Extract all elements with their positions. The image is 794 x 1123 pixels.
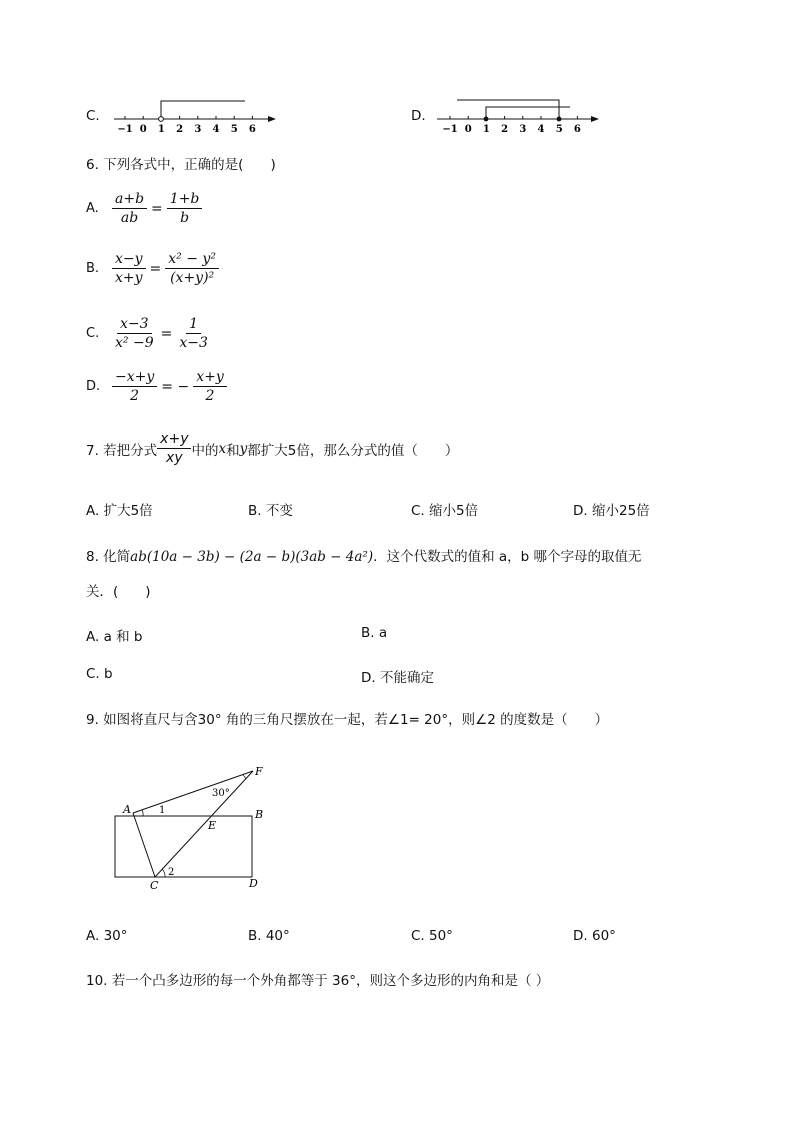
q5-d-tick-label: −1 — [442, 124, 458, 135]
q7-option-b: B. 不变 — [248, 503, 293, 519]
q5-option-d-number-line — [433, 94, 608, 138]
q6-b-label: B. — [86, 261, 100, 276]
q9-option-a: A. 30° — [86, 928, 128, 944]
q6-a-label: A. — [86, 201, 99, 216]
q5-d-tick-label: 5 — [555, 124, 563, 135]
q6-a-rhs-den: b — [180, 210, 190, 226]
triangle-side-af — [133, 771, 253, 813]
q6-d-rhs-num: x+y — [193, 368, 227, 387]
q6-c-rhs — [176, 315, 211, 352]
q6-b-rhs-num: x² − y² — [165, 250, 219, 269]
q6-c-lhs-num: x−3 — [117, 315, 152, 334]
label-angle-1: 1 — [159, 805, 166, 816]
q6-option-a: A. $\frac{a+b}{ab}$ = $\frac{1+b}{b}$ — [86, 190, 202, 227]
q8-stem-line2: 关．( ) — [86, 584, 151, 600]
q5-d-tick-label: 0 — [464, 124, 472, 135]
q7-stem-pre: 7. 若把分式 — [86, 442, 158, 459]
q6-c-rhs-den: x−3 — [179, 335, 208, 351]
q5-d-tick-label: 6 — [573, 124, 581, 135]
q7-fraction — [157, 430, 191, 467]
triangle-side-ac — [133, 813, 155, 877]
q9-option-d: D. 60° — [573, 928, 616, 944]
q9-option-b: B. 40° — [248, 928, 290, 944]
q7-stem-mid2: 和 — [226, 442, 240, 459]
q7-option-c: C. 缩小5倍 — [411, 503, 479, 519]
q7-option-a: A. 扩大5倍 — [86, 503, 153, 519]
q5-d-tick-label: 1 — [482, 124, 490, 135]
label-c: C — [150, 879, 159, 892]
q9-figure — [105, 760, 275, 895]
q7-stem — [86, 430, 458, 467]
q6-a-rhs — [167, 190, 203, 227]
q6-d-lhs — [112, 368, 157, 405]
q6-b-rhs — [165, 250, 219, 287]
label-b: B — [255, 808, 264, 821]
triangle-side-cf — [155, 771, 253, 877]
q6-option-d — [86, 368, 227, 405]
q6-a-lhs — [112, 190, 147, 227]
q6-d-lhs-den: 2 — [130, 388, 140, 404]
q6-option-c: C. $\frac{x-3}{\text{x² −9}}$ = $\frac{1}{x-3}$ — [86, 315, 211, 352]
q6-d-sign: = − — [161, 378, 190, 395]
q8-option-b: B. a — [361, 625, 388, 641]
q5-option-c-label: C. — [86, 108, 100, 124]
q6-b-lhs-num: x−y — [112, 250, 146, 269]
q8-stem-pre: 8. 化简 — [86, 549, 131, 565]
q8-option-c: C. b — [86, 666, 113, 682]
q5-c-tick-label: 5 — [230, 124, 238, 135]
q6-a-lhs-den: ab — [120, 210, 139, 226]
label-e: E — [208, 819, 217, 832]
q7-stem-post: 都扩大5倍，那么分式的值（ ） — [247, 442, 459, 459]
q5-d-tick-label: 2 — [501, 124, 509, 135]
q5-d-tick-label: 3 — [519, 124, 527, 135]
angle-30-arc — [243, 775, 246, 779]
q5-d-tick-label: 4 — [537, 124, 545, 135]
q6-a-rhs-num: 1+b — [167, 190, 203, 209]
q6-d-lhs-num: −x+y — [112, 368, 157, 387]
q5-option-c-number-line — [110, 94, 280, 138]
q5-c-tick-label: 4 — [212, 124, 220, 135]
q6-b-lhs — [112, 250, 146, 287]
q6-d-rhs-den: 2 — [205, 388, 215, 404]
q6-a-lhs-num: a+b — [112, 190, 147, 209]
label-angle-2: 2 — [168, 867, 175, 878]
q9-option-c: C. 50° — [411, 928, 453, 944]
angle-2-arc — [162, 869, 165, 877]
angle-1-arc — [142, 810, 143, 816]
q8-option-a: A. a 和 b — [86, 629, 143, 645]
q5-c-tick-label: 2 — [176, 124, 184, 135]
q8-stem — [86, 545, 642, 565]
q5-c-tick-label: 1 — [157, 124, 165, 135]
q8-option-d: D. 不能确定 — [361, 670, 434, 686]
q10-stem: 10. 若一个凸多边形的每一个外角都等于 36°，则这个多边形的内角和是（ ） — [86, 973, 550, 989]
q6-c-lhs — [112, 315, 157, 352]
q5-c-tick-label: 3 — [194, 124, 202, 135]
q6-b-rhs-den: (x+y)² — [170, 270, 215, 286]
q8-expression: ab(10a − 3b) − (2a − b)(3ab − 4a²) — [130, 549, 374, 565]
q6-stem: 6. 下列各式中，正确的是( ) — [86, 157, 276, 173]
q9-stem: 9. 如图将直尺与含30° 角的三角尺摆放在一起，若∠1= 20°，则∠2 的度数是（ ） — [86, 712, 609, 728]
label-a: A — [123, 803, 131, 816]
q6-d-label: D. — [86, 379, 101, 394]
q7-var-y: y — [239, 440, 248, 457]
q7-stem-mid1: 中的 — [191, 442, 219, 459]
label-d: D — [249, 877, 258, 890]
q5-c-tick-label: 6 — [248, 124, 256, 135]
q6-c-rhs-num: 1 — [186, 315, 201, 334]
q7-var-x: x — [218, 440, 227, 457]
q6-d-rhs — [193, 368, 227, 405]
q7-frac-den: xy — [166, 450, 183, 466]
label-f: F — [255, 765, 263, 778]
q6-c-label: C. — [86, 326, 100, 341]
q7-frac-num: x+y — [157, 430, 191, 449]
q8-stem-post: ．这个代数式的值和 a，b 哪个字母的取值无 — [373, 549, 642, 565]
q7-option-d: D. 缩小25倍 — [573, 503, 650, 519]
q6-c-lhs-den: x² −9 — [115, 335, 154, 351]
q5-option-d-label: D. — [411, 108, 426, 124]
q6-b-lhs-den: x+y — [115, 270, 143, 286]
q5-c-tick-label: 0 — [139, 124, 147, 135]
q5-c-tick-label: −1 — [117, 124, 133, 135]
label-angle-30: 30° — [212, 788, 230, 799]
q6-option-b: B. $\frac{x-y}{x+y}$ = $\frac{\text{x² − y²}}{\text{(x+y)²}}$ — [86, 250, 219, 287]
